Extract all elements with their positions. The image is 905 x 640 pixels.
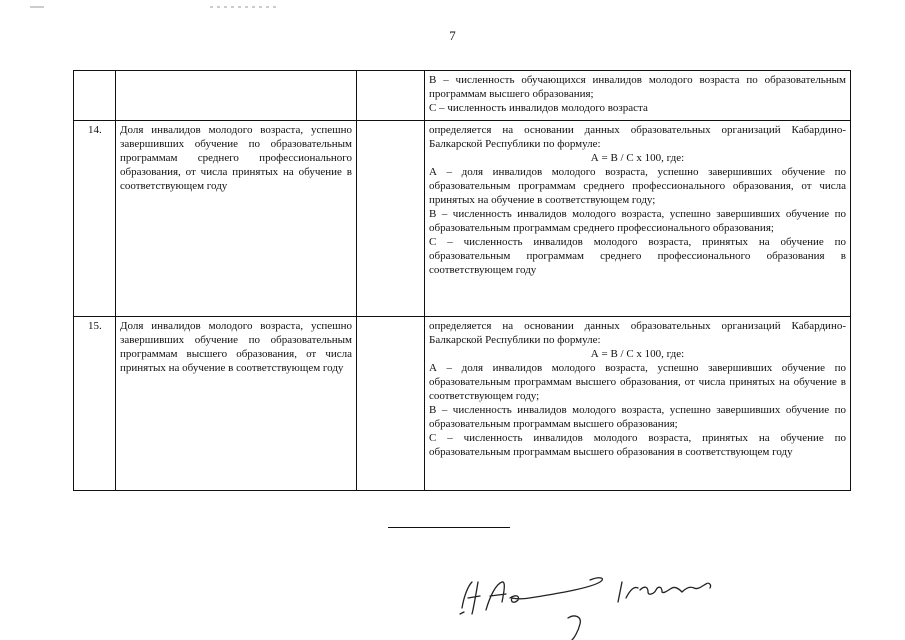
scan-specks bbox=[30, 4, 290, 10]
method-paragraph: С – численность инвалидов молодого возраста bbox=[429, 102, 648, 114]
method-paragraph: А – доля инвалидов молодого возраста, успешно завершивших обучение по образовательным программам высшего образования, от числа принятых на обучение в соответствующем году; bbox=[429, 362, 846, 402]
calculation-method bbox=[425, 71, 851, 121]
formula-text: А = В / С х 100, где: bbox=[590, 348, 685, 360]
signature-image bbox=[450, 568, 740, 640]
empty-cell bbox=[357, 317, 425, 491]
method-paragraph: С – численность инвалидов молодого возраста, принятых на обучение по образовательным программам высшего образования в соответствующем году bbox=[429, 432, 846, 458]
method-paragraph: С – численность инвалидов молодого возраста, принятых на обучение по образовательным программам среднего профессионального образования в соответствующем году bbox=[429, 236, 846, 276]
table-row bbox=[74, 121, 851, 317]
row-number: 15. bbox=[74, 317, 116, 491]
calculation-method bbox=[425, 317, 851, 491]
table-row bbox=[74, 71, 851, 121]
indicator-name bbox=[116, 71, 357, 121]
empty-cell bbox=[357, 71, 425, 121]
method-paragraph: А – доля инвалидов молодого возраста, успешно завершивших обучение по образовательным программам среднего профессионального образования, от числа принятых на обучение в соответствующем году; bbox=[429, 166, 846, 206]
table-body bbox=[74, 71, 851, 491]
row-number: 14. bbox=[74, 121, 116, 317]
method-paragraph: В – численность инвалидов молодого возраста, успешно завершивших обучение по образовательным программам высшего образования; bbox=[429, 404, 846, 430]
method-paragraph: В – численность инвалидов молодого возраста, успешно завершивших обучение по образовательным программам среднего профессионального образования; bbox=[429, 208, 846, 234]
table-row bbox=[74, 317, 851, 491]
indicator-name: Доля инвалидов молодого возраста, успешно завершивших обучение по образовательным программам среднего профессионального образования, от числа принятых на обучение в соответствующем году bbox=[116, 121, 357, 317]
method-paragraph: определяется на основании данных образовательных организаций Кабардино-Балкарской Республики по формуле: bbox=[429, 124, 846, 150]
method-paragraph: определяется на основании данных образовательных организаций Кабардино-Балкарской Республики по формуле: bbox=[429, 320, 846, 346]
indicator-name: Доля инвалидов молодого возраста, успешно завершивших обучение по образовательным программам высшего образования, от числа принятых на обучение в соответствующем году bbox=[116, 317, 357, 491]
separator-line bbox=[388, 527, 510, 528]
indicators-table bbox=[73, 70, 851, 491]
row-number bbox=[74, 71, 116, 121]
empty-cell bbox=[357, 121, 425, 317]
formula-text: А = В / С х 100, где: bbox=[590, 152, 685, 164]
page-number: 7 bbox=[449, 28, 456, 43]
method-paragraph: В – численность обучающихся инвалидов молодого возраста по образовательным программам высшего образования; bbox=[429, 74, 846, 100]
calculation-method bbox=[425, 121, 851, 317]
